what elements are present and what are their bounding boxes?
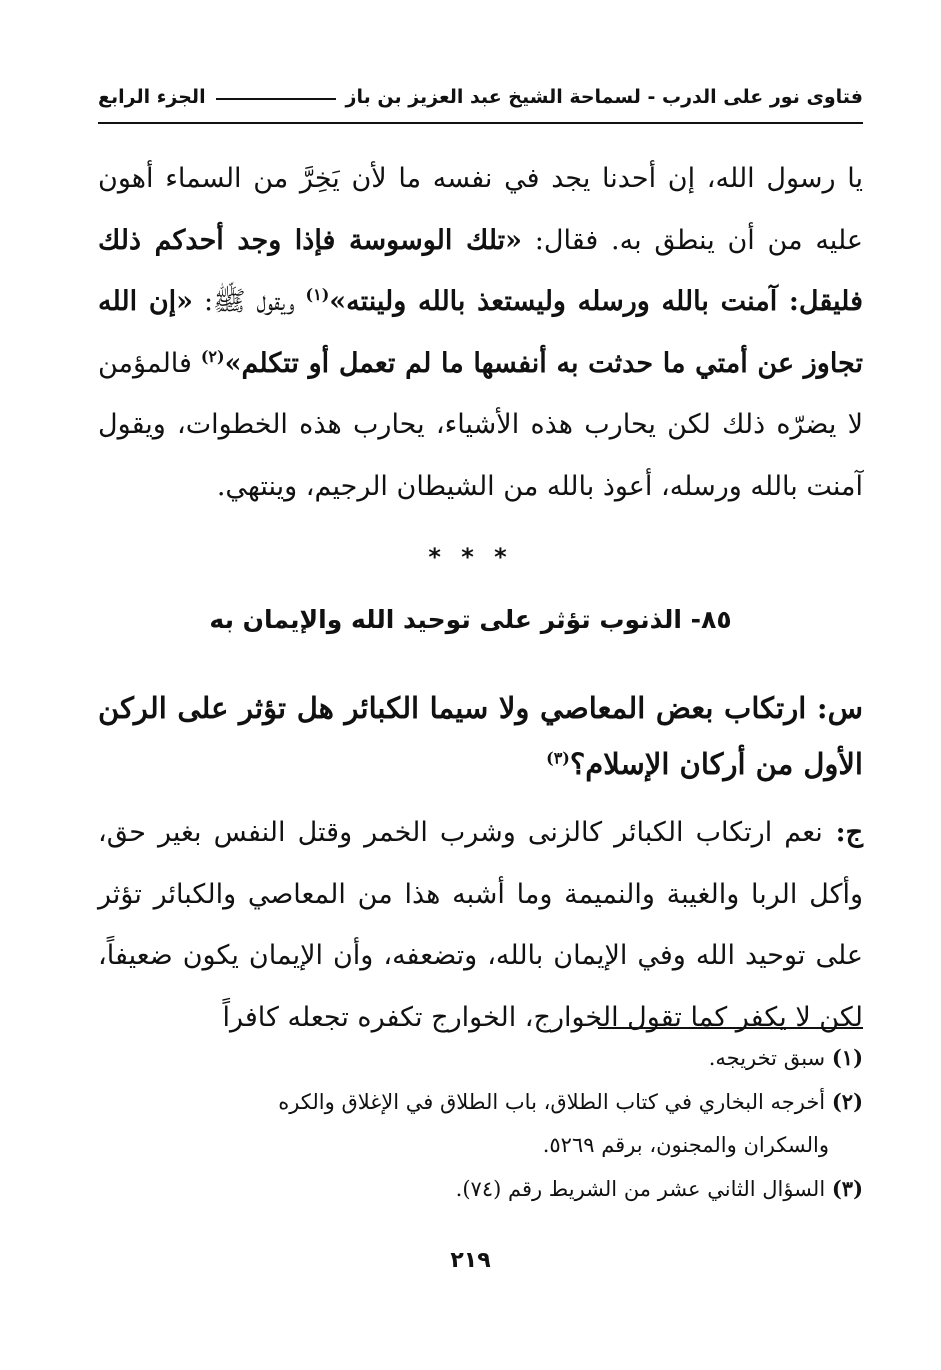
paragraph-2: فالمؤمن لا يضرّه ذلك لكن يحارب هذه الأشياء، يحارب هذه الخطوات، ويقول آمنت بالله ورسله، أعوذ بالله من الشيطان الرجيم، وينتهي.	[98, 347, 863, 502]
answer-prefix: ج:	[822, 817, 864, 848]
footnote-number: (٢)	[831, 1089, 863, 1114]
footnote-ref-2[interactable]: (٢)	[200, 346, 225, 366]
header-dash-rule	[216, 98, 336, 100]
answer-block	[98, 802, 863, 1048]
question-block	[98, 680, 863, 792]
header-title: فتاوى نور على الدرب - لسماحة الشيخ عبد العزيز بن باز	[345, 86, 863, 108]
section-title: ٨٥- الذنوب تؤثر على توحيد الله والإيمان به	[209, 605, 732, 634]
footnotes	[98, 1036, 863, 1211]
footnote-1	[98, 1036, 863, 1080]
footnote-2-continuation: والسكران والمجنون، برقم ٥٢٦٩.	[542, 1133, 829, 1157]
footnote-number: (٣)	[831, 1176, 863, 1201]
main-text	[98, 148, 863, 517]
page-number: ٢١٩	[450, 1248, 491, 1273]
footnote-3	[98, 1167, 863, 1211]
footnote-ref-1[interactable]: (١)	[305, 285, 330, 304]
footnote-number: (١)	[831, 1045, 863, 1070]
footnote-text: سبق تخريجه.	[708, 1046, 826, 1070]
header-volume: الجزء الرابع	[98, 86, 206, 108]
footnote-2	[98, 1080, 863, 1124]
answer-paragraph	[98, 802, 863, 1048]
header-rule	[98, 122, 863, 124]
footnote-text: السؤال الثاني عشر من الشريط رقم (٧٤).	[455, 1177, 826, 1201]
question-text: ارتكاب بعض المعاصي ولا سيما الكبائر هل تؤثر على الركن الأول من أركان الإسلام؟	[98, 691, 863, 781]
answer-text: نعم ارتكاب الكبائر كالزنى وشرب الخمر وقتل النفس بغير حق، وأكل الربا والغيبة والنميمة وما أشبه هذا من المعاصي والكبائر تؤثر على توحيد الله وفي الإيمان بالله، وتضعفه، وأن الإيمان يكون ضعيفاً، لكن لا يكفر كما تقول الخوارج، الخوارج تكفره تجعله كافراً	[98, 817, 863, 1033]
hadith-quote-1: «تلك الوسوسة فإذا وجد أحدكم ذلك فليقل: آمنت بالله ورسله وليستعذ بالله ولينته»	[98, 224, 863, 317]
para1-text-1: يا رسول الله، إن أحدنا يجد في نفسه ما لأن يَخِرَّ من السماء أهون عليه من أن ينطق به. فقال:	[98, 163, 863, 256]
footnote-text: أخرجه البخاري في كتاب الطلاق، باب الطلاق في الإغلاق والكره	[278, 1090, 826, 1114]
question-prefix: س:	[806, 691, 864, 725]
running-header	[98, 86, 863, 108]
para1-text-2: ويقول ﷺ:	[193, 286, 306, 317]
footnote-ref-3[interactable]: (٣)	[546, 748, 570, 768]
hadith-quote-2: «إن الله تجاوز عن أمتي ما حدثت به أنفسها ما لم تعمل أو تتكلم»	[98, 286, 863, 379]
footnote-separator	[598, 1027, 863, 1029]
paragraph-1	[98, 148, 863, 517]
section-divider: * * *	[428, 543, 513, 571]
